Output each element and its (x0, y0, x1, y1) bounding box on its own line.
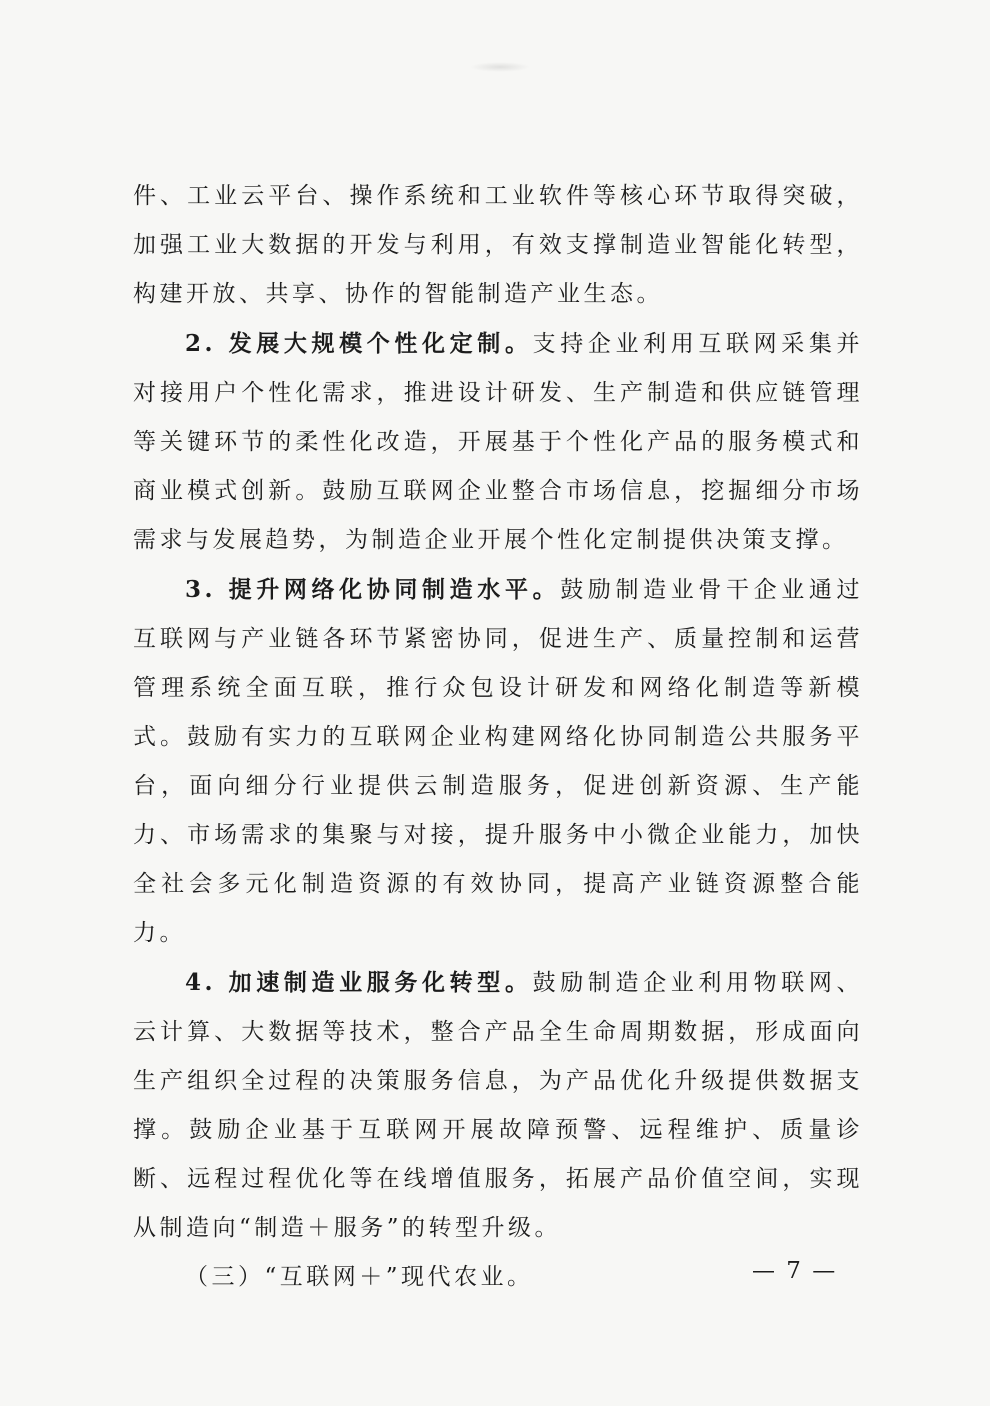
paragraph-lead: 4. 加速制造业服务化转型。 (185, 969, 533, 996)
paragraph-lead: 2. 发展大规模个性化定制。 (185, 330, 533, 357)
scan-artifact (470, 62, 530, 72)
paragraph-item-4 (133, 958, 863, 1253)
paragraph-text: 鼓励制造企业利用物联网、云计算、大数据等技术，整合产品全生命周期数据，形成面向生产组织全过程的决策服务信息，为产品优化升级提供数据支撑。鼓励企业基于互联网开展故障预警、远程维护、质量诊断、远程过程优化等在线增值服务，拓展产品价值空间，实现从制造向“制造＋服务”的转型升级。 (133, 970, 863, 1241)
paragraph-text: 件、工业云平台、操作系统和工业软件等核心环节取得突破，加强工业大数据的开发与利用，有效支撑制造业智能化转型，构建开放、共享、协作的智能制造产业生态。 (133, 183, 863, 307)
section-heading: （三）“互联网＋”现代农业。 (185, 1264, 534, 1290)
body-text (133, 172, 863, 1302)
paragraph-item-3 (133, 565, 863, 958)
paragraph-continuation (133, 172, 863, 319)
paragraph-text: 支持企业利用互联网采集并对接用户个性化需求，推进设计研发、生产制造和供应链管理等关键环节的柔性化改造，开展基于个性化产品的服务模式和商业模式创新。鼓励互联网企业整合市场信息，挖掘细分市场需求与发展趋势，为制造企业开展个性化定制提供决策支撑。 (133, 331, 863, 553)
page-number: — 7 — (752, 1258, 838, 1284)
paragraph-item-2 (133, 319, 863, 565)
paragraph-lead: 3. 提升网络化协同制造水平。 (185, 576, 561, 603)
paragraph-text: 鼓励制造业骨干企业通过互联网与产业链各环节紧密协同，促进生产、质量控制和运营管理系统全面互联，推行众包设计研发和网络化制造等新模式。鼓励有实力的互联网企业构建网络化协同制造公共服务平台，面向细分行业提供云制造服务，促进创新资源、生产能力、市场需求的集聚与对接，提升服务中小微企业能力，加快全社会多元化制造资源的有效协同，提高产业链资源整合能力。 (133, 577, 863, 946)
